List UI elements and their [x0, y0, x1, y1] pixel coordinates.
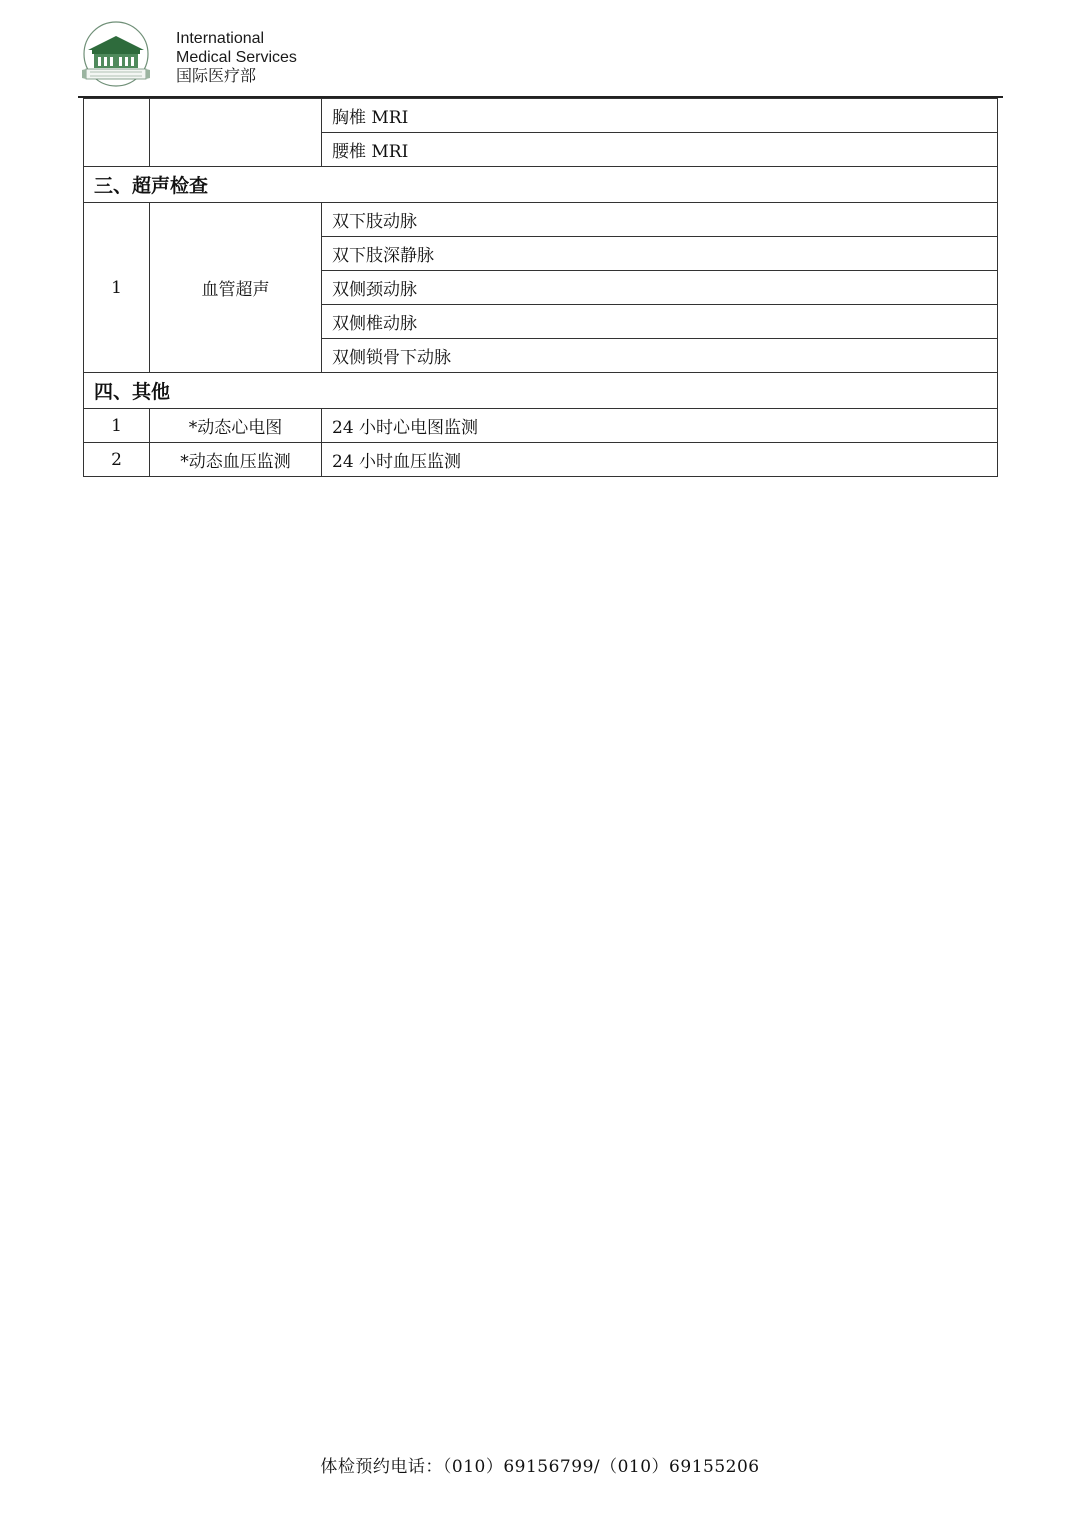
- number-cell: [84, 99, 150, 167]
- name-cell: *动态心电图: [150, 409, 322, 443]
- section-title: 三、超声检查: [84, 167, 998, 203]
- table-row: [84, 443, 998, 477]
- detail-cell: 双下肢深静脉: [322, 237, 998, 271]
- number-cell: 2: [84, 443, 150, 477]
- header-line-1: International: [176, 30, 265, 47]
- detail-cell: 腰椎 MRI: [322, 133, 998, 167]
- detail-cell: 双侧椎动脉: [322, 305, 998, 339]
- number-cell: 1: [84, 409, 150, 443]
- exam-items-table: [83, 98, 998, 477]
- header-line-2: Medical Services: [176, 49, 297, 66]
- booking-phone-footer: 体检预约电话：（010）69156799/（010）69155206: [320, 1457, 760, 1477]
- name-cell: 血管超声: [150, 203, 322, 373]
- header-title: [176, 29, 297, 86]
- section-row: [84, 373, 998, 409]
- detail-cell: 双下肢动脉: [322, 203, 998, 237]
- detail-cell: 双侧颈动脉: [322, 271, 998, 305]
- number-cell: 1: [84, 203, 150, 373]
- detail-cell: 24 小时血压监测: [322, 443, 998, 477]
- hospital-logo-icon: [76, 20, 156, 92]
- section-title: 四、其他: [84, 373, 998, 409]
- table-row: [84, 203, 998, 237]
- name-cell: *动态血压监测: [150, 443, 322, 477]
- header-line-3: 国际医疗部: [176, 68, 257, 85]
- name-cell: [150, 99, 322, 167]
- detail-cell: 双侧锁骨下动脉: [322, 339, 998, 373]
- section-row: [84, 167, 998, 203]
- detail-cell: 24 小时心电图监测: [322, 409, 998, 443]
- detail-cell: 胸椎 MRI: [322, 99, 998, 133]
- table-row: [84, 99, 998, 133]
- table-row: [84, 409, 998, 443]
